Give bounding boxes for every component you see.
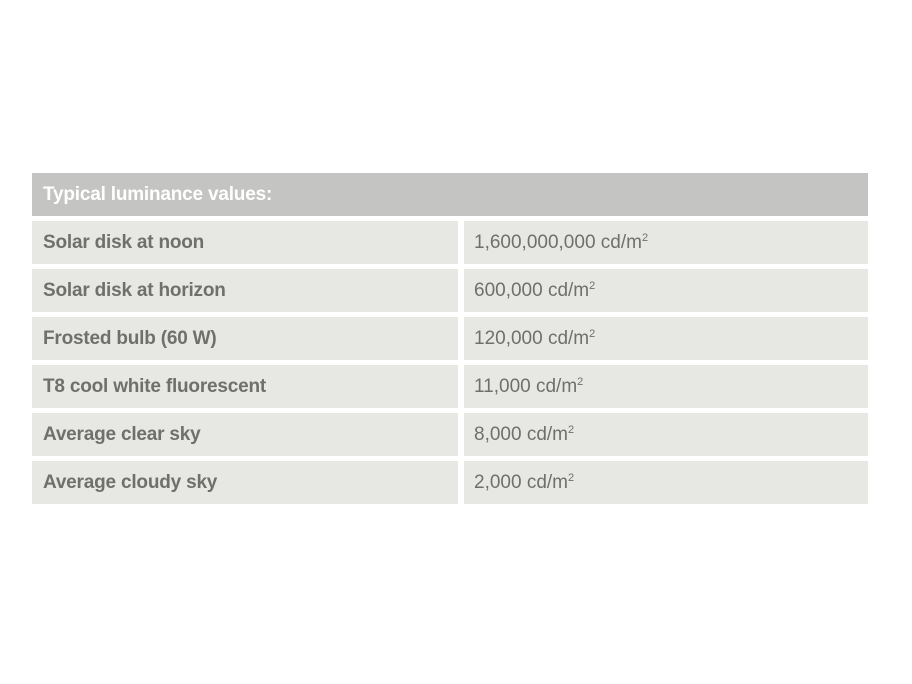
row-label: Solar disk at horizon	[32, 269, 458, 312]
unit-superscript: 2	[568, 424, 575, 436]
row-value	[464, 461, 868, 504]
table-title: Typical luminance values:	[32, 173, 868, 216]
unit-superscript: 2	[577, 376, 584, 388]
value-text: 11,000 cd/m	[474, 376, 578, 397]
unit-superscript: 2	[568, 472, 575, 484]
row-label: Frosted bulb (60 W)	[32, 317, 458, 360]
table-row	[32, 269, 868, 312]
row-label: Average clear sky	[32, 413, 458, 456]
unit-superscript: 2	[589, 280, 596, 292]
table-row	[32, 413, 868, 456]
value-text: 2,000 cd/m	[474, 472, 568, 493]
row-value	[464, 269, 868, 312]
row-label: Average cloudy sky	[32, 461, 458, 504]
row-value	[464, 221, 868, 264]
table-row	[32, 365, 868, 408]
table-row	[32, 221, 868, 264]
row-label: T8 cool white fluorescent	[32, 365, 458, 408]
value-text: 120,000 cd/m	[474, 328, 590, 349]
unit-superscript: 2	[589, 328, 596, 340]
value-text: 8,000 cd/m	[474, 424, 568, 445]
row-value	[464, 413, 868, 456]
row-label: Solar disk at noon	[32, 221, 458, 264]
unit-superscript: 2	[641, 232, 649, 244]
value-text: 600,000 cd/m	[474, 280, 590, 301]
luminance-table	[32, 173, 868, 504]
value-text: 1,600,000,000 cd/m	[474, 232, 642, 253]
table-row	[32, 461, 868, 504]
table-row	[32, 317, 868, 360]
row-value	[464, 365, 868, 408]
row-value	[464, 317, 868, 360]
